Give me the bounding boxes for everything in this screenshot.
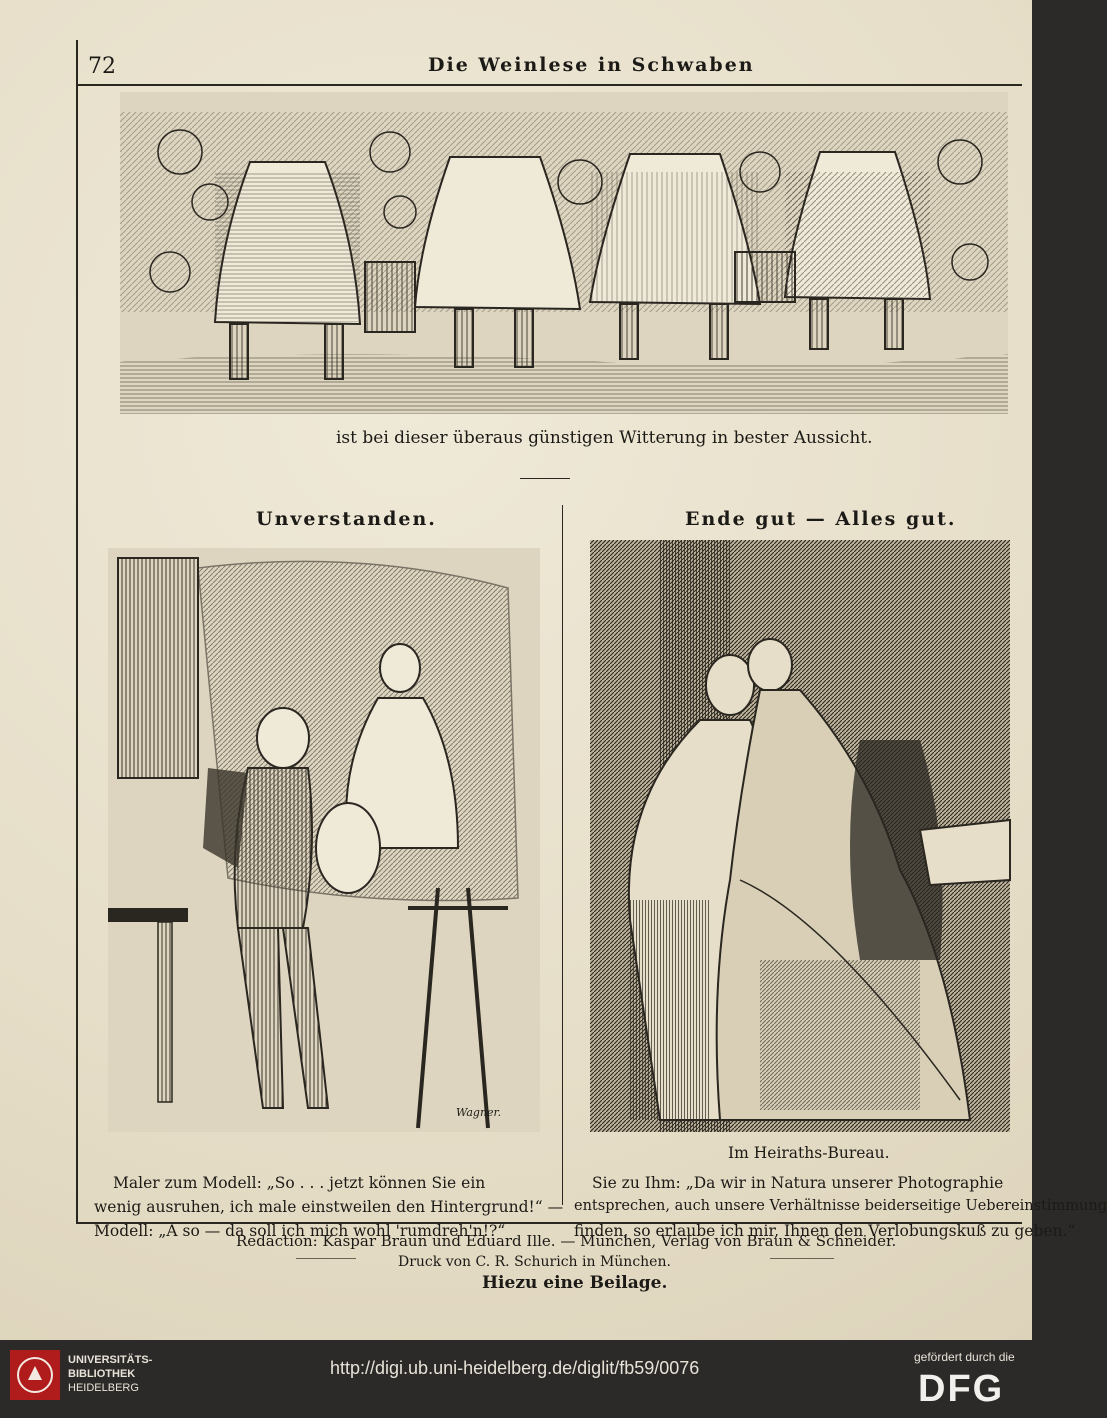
- library-name-line-1: UNIVERSITÄTS-: [68, 1354, 153, 1366]
- left-caption-line-2: wenig ausruhen, ich male einstweilen den Hintergrund!“ —: [94, 1198, 564, 1216]
- right-cartoon-subtitle: Im Heiraths-Bureau.: [728, 1144, 890, 1162]
- column-divider: [562, 505, 563, 1205]
- artist-signature: Wagner.: [456, 1106, 502, 1119]
- top-rule: [76, 84, 1022, 86]
- right-cartoon-title: Ende gut — Alles gut.: [685, 508, 957, 530]
- imprint-line-3: Hiezu eine Beilage.: [482, 1273, 668, 1293]
- page-number: 72: [88, 54, 116, 79]
- right-caption-line-2: entsprechen, auch unsere Verhältnisse beiderseitige Uebereinstimmung: [574, 1198, 1107, 1214]
- right-end-separator: [770, 1258, 834, 1259]
- imprint-line-2: Druck von C. R. Schurich in München.: [398, 1254, 671, 1270]
- marriage-bureau-illustration: [590, 540, 1010, 1132]
- left-end-separator: [296, 1258, 356, 1259]
- dfg-logo: DFG: [918, 1368, 1005, 1410]
- short-separator: [520, 478, 570, 479]
- left-caption-line-1: Maler zum Modell: „So . . . jetzt können Sie ein: [113, 1174, 486, 1192]
- right-caption-line-1: Sie zu Ihm: „Da wir in Natura unserer Photographie: [592, 1174, 1004, 1192]
- left-frame-rule: [76, 40, 78, 1224]
- library-name-line-2: BIBLIOTHEK: [68, 1368, 136, 1380]
- left-caption-line-3: Modell: „A so — da soll ich mich wohl 'rumdreh'n!?“: [94, 1222, 506, 1240]
- digitization-footer: [0, 1340, 1032, 1418]
- university-seal-icon: [10, 1350, 60, 1400]
- vineyard-caption: ist bei dieser überaus günstigen Witterung in bester Aussicht.: [336, 428, 873, 448]
- imprint-line-1: Redaction: Kaspar Braun und Eduard Ille. — München, Verlag von Braun & Schneider.: [236, 1232, 897, 1250]
- page-title: Die Weinlese in Schwaben: [428, 54, 755, 76]
- vineyard-illustration: [120, 92, 1008, 414]
- digital-copy-url-link[interactable]: http://digi.ub.uni-heidelberg.de/diglit/fb59/0076: [330, 1358, 700, 1378]
- right-caption-line-3: finden, so erlaube ich mir, Ihnen den Verlobungskuß zu geben.“: [574, 1222, 1076, 1240]
- painter-illustration: [108, 548, 540, 1132]
- left-cartoon-title: Unverstanden.: [256, 508, 437, 530]
- funded-by-label: gefördert durch die: [914, 1350, 1015, 1364]
- library-name-line-3: HEIDELBERG: [68, 1382, 139, 1394]
